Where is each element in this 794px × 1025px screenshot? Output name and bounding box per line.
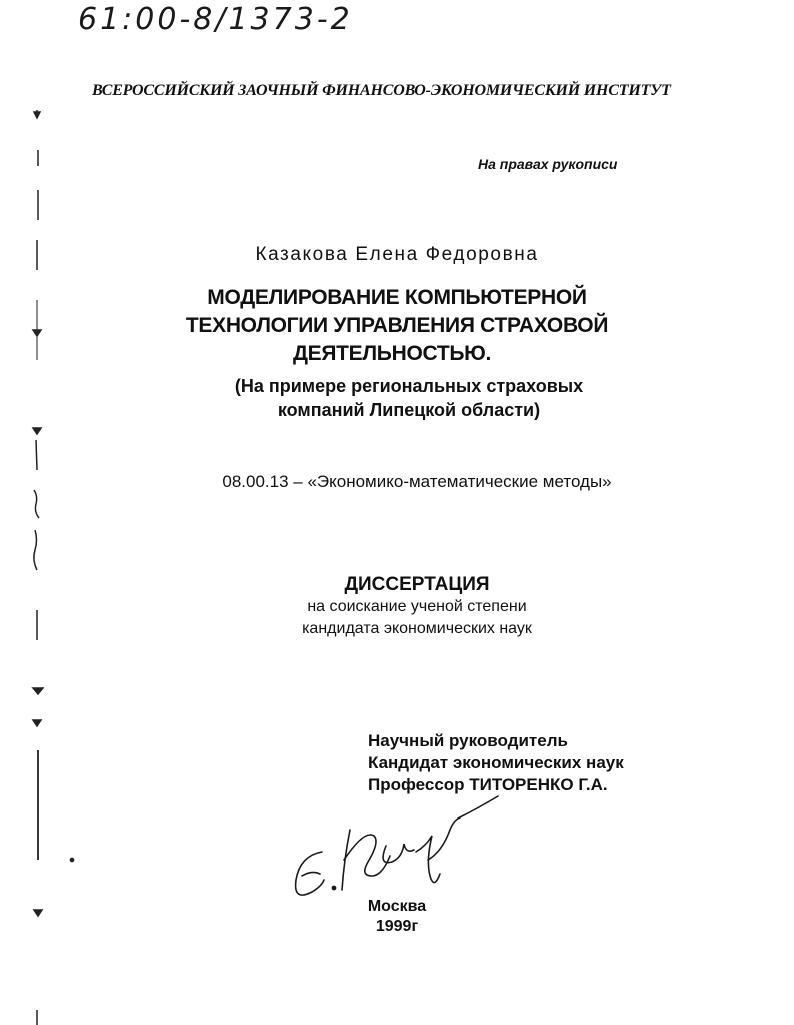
manuscript-note: На правах рукописи bbox=[478, 156, 618, 172]
city: Москва bbox=[367, 898, 427, 915]
degree-heading: ДИССЕРТАЦИЯ bbox=[344, 574, 490, 595]
institute-name: ВСЕРОССИЙСКИЙ ЗАОЧНЫЙ ФИНАНСОВО-ЭКОНОМИЧЕСКИЙ ИНСТИТУТ bbox=[92, 82, 671, 99]
year: 1999г bbox=[375, 918, 419, 935]
dissertation-title bbox=[0, 284, 794, 368]
dissertation-subtitle bbox=[0, 374, 794, 422]
title-line: ДЕЯТЕЛЬНОСТЬЮ. bbox=[292, 342, 492, 365]
advisor-role: Научный руководитель bbox=[368, 731, 568, 750]
archive-code: 61:00-8/1373-2 bbox=[78, 2, 353, 37]
margin-scan-marks bbox=[0, 0, 80, 1025]
advisor-degree: Кандидат экономических наук bbox=[368, 753, 624, 772]
subtitle-line: (На примере региональных страховых bbox=[234, 376, 584, 396]
degree-description bbox=[20, 596, 794, 640]
degree-line: на соискание ученой степени bbox=[307, 598, 527, 615]
advisor-block bbox=[368, 730, 624, 796]
signature-scribble bbox=[282, 790, 522, 910]
degree-line: кандидата экономических наук bbox=[302, 620, 532, 637]
author-name: Казакова Елена Федоровна bbox=[255, 244, 539, 265]
specialty-code: 08.00.13 – «Экономико-математические методы» bbox=[222, 472, 612, 491]
advisor-name: Профессор ТИТОРЕНКО Г.А. bbox=[368, 775, 608, 794]
title-line: ТЕХНОЛОГИИ УПРАВЛЕНИЯ СТРАХОВОЙ bbox=[185, 314, 609, 337]
subtitle-line: компаний Липецкой области) bbox=[277, 400, 541, 420]
title-line: МОДЕЛИРОВАНИЕ КОМПЬЮТЕРНОЙ bbox=[207, 286, 587, 309]
